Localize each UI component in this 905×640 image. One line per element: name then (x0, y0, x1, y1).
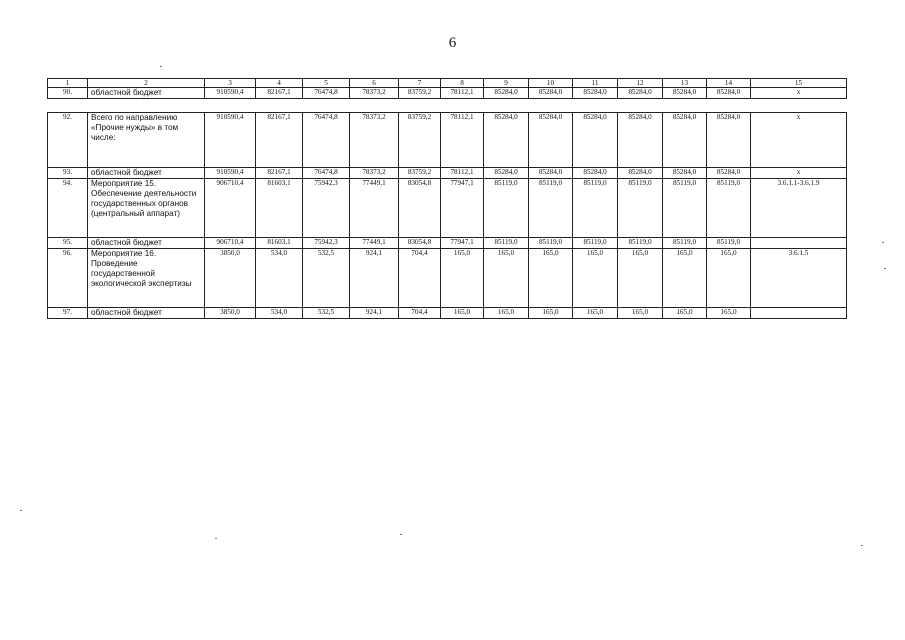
scan-speck (882, 242, 884, 243)
value-cell: 85284,0 (707, 168, 751, 179)
value-cell: 78112,1 (441, 88, 484, 99)
value-cell: 77947,1 (441, 179, 484, 238)
value-cell: 910590,4 (205, 168, 256, 179)
value-cell: 85284,0 (663, 168, 707, 179)
column-header-14: 14 (707, 79, 751, 88)
indicator-code: x (751, 113, 847, 168)
value-cell: 82167,1 (256, 88, 303, 99)
value-cell: 85119,0 (529, 179, 573, 238)
value-cell: 906710,4 (205, 238, 256, 249)
scan-speck (20, 510, 22, 511)
value-cell: 83054,8 (399, 179, 441, 238)
value-cell: 77947,1 (441, 238, 484, 249)
indicator-code (751, 238, 847, 249)
column-header-7: 7 (399, 79, 441, 88)
value-cell: 85284,0 (484, 88, 529, 99)
value-cell: 78112,1 (441, 168, 484, 179)
value-cell: 78112,1 (441, 113, 484, 168)
value-cell: 75942,3 (303, 238, 350, 249)
row-description: Мероприятие 16. Проведение государственной экологической экспертизы (88, 249, 205, 308)
value-cell: 82167,1 (256, 113, 303, 168)
scan-speck (160, 66, 162, 67)
table-row (48, 168, 847, 179)
value-cell: 534,0 (256, 249, 303, 308)
value-cell: 85284,0 (618, 88, 663, 99)
value-cell: 165,0 (441, 249, 484, 308)
value-cell: 165,0 (484, 308, 529, 319)
value-cell: 85119,0 (618, 238, 663, 249)
table-row (48, 179, 847, 238)
value-cell: 85284,0 (573, 113, 618, 168)
budget-table-top (47, 78, 847, 99)
value-cell: 165,0 (707, 308, 751, 319)
value-cell: 77449,1 (350, 238, 399, 249)
column-header-8: 8 (441, 79, 484, 88)
value-cell: 85284,0 (529, 113, 573, 168)
row-description: Всего по направлению «Прочие нужды» в том числе: (88, 113, 205, 168)
scan-speck (861, 545, 863, 546)
value-cell: 165,0 (441, 308, 484, 319)
value-cell: 165,0 (529, 249, 573, 308)
value-cell: 85119,0 (573, 238, 618, 249)
value-cell: 78373,2 (350, 113, 399, 168)
row-description: областной бюджет (88, 168, 205, 179)
value-cell: 534,0 (256, 308, 303, 319)
value-cell: 906710,4 (205, 179, 256, 238)
column-header-10: 10 (529, 79, 573, 88)
indicator-code: x (751, 168, 847, 179)
value-cell: 85119,0 (529, 238, 573, 249)
row-description: областной бюджет (88, 238, 205, 249)
page-number: 6 (448, 35, 457, 51)
row-number: 93. (48, 168, 88, 179)
column-header-2: 2 (88, 79, 205, 88)
scan-speck (400, 534, 402, 535)
value-cell: 704,4 (399, 249, 441, 308)
value-cell: 85119,0 (618, 179, 663, 238)
value-cell: 85119,0 (484, 238, 529, 249)
value-cell: 78373,2 (350, 88, 399, 99)
value-cell: 3850,0 (205, 308, 256, 319)
scan-speck (884, 268, 886, 269)
value-cell: 85119,0 (663, 179, 707, 238)
value-cell: 85284,0 (484, 168, 529, 179)
column-header-4: 4 (256, 79, 303, 88)
value-cell: 85284,0 (663, 113, 707, 168)
value-cell: 85284,0 (618, 168, 663, 179)
value-cell: 85284,0 (573, 168, 618, 179)
value-cell: 165,0 (663, 249, 707, 308)
row-number: 90. (48, 88, 88, 99)
indicator-code: 3.6.1.5 (751, 249, 847, 308)
value-cell: 83759,2 (399, 88, 441, 99)
value-cell: 77449,1 (350, 179, 399, 238)
column-header-13: 13 (663, 79, 707, 88)
indicator-code (751, 308, 847, 319)
row-description: областной бюджет (88, 308, 205, 319)
value-cell: 165,0 (707, 249, 751, 308)
value-cell: 85284,0 (573, 88, 618, 99)
column-header-5: 5 (303, 79, 350, 88)
column-header-11: 11 (573, 79, 618, 88)
value-cell: 81603,1 (256, 238, 303, 249)
value-cell: 76474,8 (303, 113, 350, 168)
table-row (48, 308, 847, 319)
value-cell: 532,5 (303, 308, 350, 319)
table-header-row (48, 79, 847, 88)
table-row (48, 249, 847, 308)
value-cell: 165,0 (484, 249, 529, 308)
value-cell: 85119,0 (573, 179, 618, 238)
value-cell: 76474,8 (303, 88, 350, 99)
column-header-12: 12 (618, 79, 663, 88)
value-cell: 85284,0 (484, 113, 529, 168)
value-cell: 924,1 (350, 249, 399, 308)
row-number: 92. (48, 113, 88, 168)
row-number: 97. (48, 308, 88, 319)
value-cell: 82167,1 (256, 168, 303, 179)
scan-speck (215, 538, 217, 539)
value-cell: 85284,0 (529, 168, 573, 179)
value-cell: 83054,8 (399, 238, 441, 249)
value-cell: 81603,1 (256, 179, 303, 238)
value-cell: 85284,0 (663, 88, 707, 99)
value-cell: 910590,4 (205, 88, 256, 99)
column-header-15: 15 (751, 79, 847, 88)
value-cell: 3850,0 (205, 249, 256, 308)
value-cell: 165,0 (573, 249, 618, 308)
value-cell: 704,4 (399, 308, 441, 319)
column-header-3: 3 (205, 79, 256, 88)
value-cell: 78373,2 (350, 168, 399, 179)
value-cell: 165,0 (618, 249, 663, 308)
column-header-9: 9 (484, 79, 529, 88)
value-cell: 85119,0 (663, 238, 707, 249)
value-cell: 83759,2 (399, 168, 441, 179)
value-cell: 85119,0 (484, 179, 529, 238)
value-cell: 165,0 (618, 308, 663, 319)
column-header-6: 6 (350, 79, 399, 88)
value-cell: 924,1 (350, 308, 399, 319)
value-cell: 85284,0 (707, 113, 751, 168)
value-cell: 165,0 (529, 308, 573, 319)
column-header-1: 1 (48, 79, 88, 88)
table-row (48, 113, 847, 168)
table-row (48, 238, 847, 249)
indicator-code: x (751, 88, 847, 99)
row-number: 96. (48, 249, 88, 308)
value-cell: 532,5 (303, 249, 350, 308)
row-number: 94. (48, 179, 88, 238)
value-cell: 85119,0 (707, 179, 751, 238)
value-cell: 85284,0 (529, 88, 573, 99)
value-cell: 76474,8 (303, 168, 350, 179)
row-description: Мероприятие 15. Обеспечение деятельности государственных органов (центральный аппарат) (88, 179, 205, 238)
value-cell: 85284,0 (707, 88, 751, 99)
value-cell: 165,0 (573, 308, 618, 319)
value-cell: 83759,2 (399, 113, 441, 168)
row-description: областной бюджет (88, 88, 205, 99)
value-cell: 85284,0 (618, 113, 663, 168)
value-cell: 910590,4 (205, 113, 256, 168)
value-cell: 75942,3 (303, 179, 350, 238)
row-number: 95. (48, 238, 88, 249)
indicator-code: 3.6.1.1-3.6.1.9 (751, 179, 847, 238)
table-row (48, 88, 847, 99)
budget-table-main (47, 112, 847, 319)
value-cell: 165,0 (663, 308, 707, 319)
value-cell: 85119,0 (707, 238, 751, 249)
